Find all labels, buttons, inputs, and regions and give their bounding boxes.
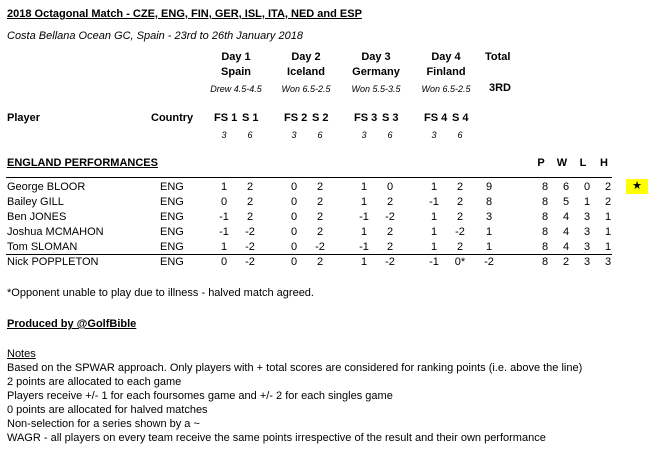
total-cell: -2 [484, 256, 494, 268]
score-cell: 1 [360, 196, 368, 208]
total-cell: 1 [485, 241, 493, 253]
total-position: 3RD [489, 82, 512, 94]
player-country: ENG [160, 196, 184, 208]
score-cell: 2 [386, 226, 394, 238]
score-cell: 1 [360, 226, 368, 238]
score-cell: 1 [430, 241, 438, 253]
player-country: ENG [160, 226, 184, 238]
country-column-header: Country [151, 112, 194, 124]
score-cell: -2 [385, 256, 395, 268]
player-country: ENG [160, 181, 184, 193]
score-cell: 2 [386, 241, 394, 253]
day-1-label: Day 1 [221, 51, 251, 63]
score-cell: 2 [316, 226, 324, 238]
table-top-line [6, 177, 612, 178]
player-name: Nick POPPLETON [7, 256, 99, 268]
total-cell: 9 [485, 181, 493, 193]
halved-cell: 1 [604, 211, 612, 223]
won-cell: 4 [562, 211, 570, 223]
s4-points: 6 [457, 130, 463, 140]
score-cell: -2 [385, 211, 395, 223]
score-cell: -1 [429, 256, 439, 268]
total-cell: 3 [485, 211, 493, 223]
ranking-cutoff-line [6, 254, 612, 255]
s3-header: S 3 [382, 112, 399, 124]
score-cell: 1 [360, 181, 368, 193]
note-2: 2 points are allocated to each game [7, 376, 182, 388]
won-cell: 4 [562, 241, 570, 253]
footnote: *Opponent unable to play due to illness - halved match agreed. [7, 287, 314, 299]
score-cell: 2 [246, 196, 254, 208]
lost-cell: 3 [583, 256, 591, 268]
won-cell: 6 [562, 181, 570, 193]
score-cell: 1 [220, 241, 228, 253]
notes-title: Notes [7, 348, 36, 360]
fs2-header: FS 2 [284, 112, 308, 124]
s2-points: 6 [317, 130, 323, 140]
score-cell: 1 [220, 181, 228, 193]
played-cell: 8 [541, 226, 549, 238]
fs4-header: FS 4 [424, 112, 448, 124]
score-cell: -1 [219, 211, 229, 223]
score-cell: -2 [455, 226, 465, 238]
score-cell: 1 [430, 211, 438, 223]
score-cell: -2 [315, 241, 325, 253]
played-cell: 8 [541, 181, 549, 193]
day-3-result: Won 5.5-3.5 [351, 84, 401, 94]
s4-header: S 4 [452, 112, 469, 124]
halved-cell: 2 [604, 196, 612, 208]
score-cell: 2 [246, 181, 254, 193]
played-cell: 8 [541, 211, 549, 223]
score-cell: 2 [386, 196, 394, 208]
day-1-result: Drew 4.5-4.5 [210, 84, 262, 94]
s1-header: S 1 [242, 112, 259, 124]
score-cell: -1 [429, 196, 439, 208]
l-header: L [579, 157, 587, 169]
player-name: George BLOOR [7, 181, 86, 193]
player-name: Tom SLOMAN [7, 241, 78, 253]
won-cell: 5 [562, 196, 570, 208]
score-cell: 0 [386, 181, 394, 193]
score-cell: -1 [359, 211, 369, 223]
day-4-opponent: Finland [426, 66, 466, 78]
day-3-opponent: Germany [352, 66, 400, 78]
score-cell: 2 [316, 181, 324, 193]
score-cell: -2 [245, 256, 255, 268]
w-header: W [556, 157, 568, 169]
note-1: Based on the SPWAR approach. Only players with + total scores are considered for ranking points (i.e. above the line) [7, 362, 583, 374]
fs3-header: FS 3 [354, 112, 378, 124]
player-name: Bailey GILL [7, 196, 64, 208]
section-title: ENGLAND PERFORMANCES [7, 157, 158, 169]
fs1-header: FS 1 [214, 112, 238, 124]
page-title: 2018 Octagonal Match - CZE, ENG, FIN, GER, ISL, ITA, NED and ESP [7, 8, 362, 20]
score-cell: 1 [430, 181, 438, 193]
score-cell: 2 [316, 211, 324, 223]
star-icon: ★ [626, 179, 648, 194]
score-cell: 0 [290, 196, 298, 208]
player-country: ENG [160, 211, 184, 223]
score-cell: 2 [316, 256, 324, 268]
note-3: Players receive +/- 1 for each foursomes game and +/- 2 for each singles game [7, 390, 393, 402]
day-4-label: Day 4 [431, 51, 461, 63]
lost-cell: 0 [583, 181, 591, 193]
score-cell: -1 [219, 226, 229, 238]
h-header: H [600, 157, 608, 169]
score-cell: 2 [456, 211, 464, 223]
s2-header: S 2 [312, 112, 329, 124]
total-cell: 8 [485, 196, 493, 208]
player-name: Ben JONES [7, 211, 67, 223]
day-2-opponent: Iceland [287, 66, 325, 78]
event-subtitle: Costa Bellana Ocean GC, Spain - 23rd to 26th January 2018 [7, 30, 303, 42]
score-cell: -2 [245, 241, 255, 253]
score-cell: 2 [456, 181, 464, 193]
score-cell: -1 [359, 241, 369, 253]
halved-cell: 2 [604, 181, 612, 193]
halved-cell: 1 [604, 241, 612, 253]
won-cell: 2 [562, 256, 570, 268]
s1-points: 6 [247, 130, 253, 140]
score-cell: 2 [456, 241, 464, 253]
day-3-label: Day 3 [361, 51, 391, 63]
score-cell: 0 [290, 226, 298, 238]
note-5: Non-selection for a series shown by a ~ [7, 418, 200, 430]
fs4-points: 3 [431, 130, 437, 140]
fs1-points: 3 [221, 130, 227, 140]
lost-cell: 1 [583, 196, 591, 208]
note-6: WAGR - all players on every team receive the same points irrespective of the result and their own performance [7, 432, 546, 444]
halved-cell: 3 [604, 256, 612, 268]
fs3-points: 3 [361, 130, 367, 140]
fs2-points: 3 [291, 130, 297, 140]
player-column-header: Player [7, 112, 41, 124]
score-cell: 0 [220, 196, 228, 208]
player-country: ENG [160, 241, 184, 253]
score-cell: 0 [220, 256, 228, 268]
day-4-result: Won 6.5-2.5 [421, 84, 471, 94]
p-header: P [537, 157, 545, 169]
score-cell: 0 [290, 256, 298, 268]
score-cell: 2 [456, 196, 464, 208]
score-cell: 0 [290, 241, 298, 253]
won-cell: 4 [562, 226, 570, 238]
produced-by: Produced by @GolfBible [7, 318, 137, 330]
day-2-label: Day 2 [291, 51, 321, 63]
halved-cell: 1 [604, 226, 612, 238]
score-cell: -2 [245, 226, 255, 238]
day-1-opponent: Spain [221, 66, 251, 78]
player-name: Joshua MCMAHON [7, 226, 104, 238]
score-cell: 1 [360, 256, 368, 268]
played-cell: 8 [541, 256, 549, 268]
score-cell: 0* [454, 256, 466, 268]
score-cell: 2 [246, 211, 254, 223]
played-cell: 8 [541, 196, 549, 208]
total-header: Total [485, 51, 511, 63]
player-country: ENG [160, 256, 184, 268]
note-4: 0 points are allocated for halved matches [7, 404, 208, 416]
score-cell: 0 [290, 211, 298, 223]
score-cell: 2 [316, 196, 324, 208]
lost-cell: 3 [583, 211, 591, 223]
played-cell: 8 [541, 241, 549, 253]
lost-cell: 3 [583, 241, 591, 253]
s3-points: 6 [387, 130, 393, 140]
score-cell: 0 [290, 181, 298, 193]
total-cell: 1 [485, 226, 493, 238]
lost-cell: 3 [583, 226, 591, 238]
score-cell: 1 [430, 226, 438, 238]
day-2-result: Won 6.5-2.5 [281, 84, 331, 94]
